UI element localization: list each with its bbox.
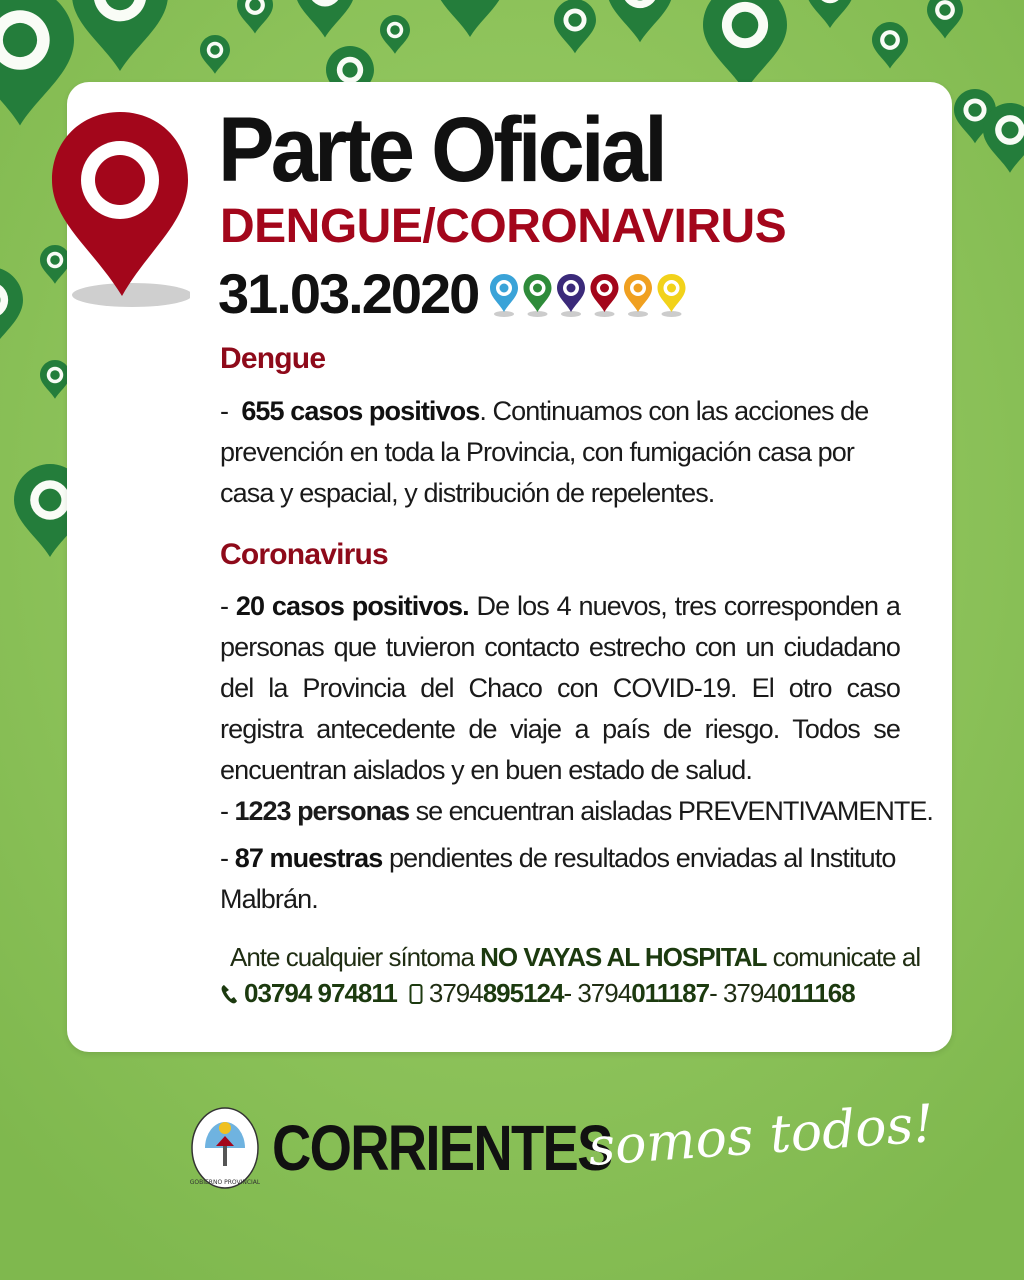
coronavirus-bullet-1: -	[220, 591, 236, 621]
contact-instruction	[230, 942, 920, 973]
mobile-number-3[interactable]: 011168	[776, 978, 855, 1008]
samples-count: 87 muestras	[234, 843, 383, 873]
isolated-count: 1223 personas	[234, 796, 410, 826]
map-pin-icon	[50, 110, 190, 310]
contact-pre: Ante cualquier síntoma	[230, 942, 481, 972]
government-seal-logo	[190, 1106, 260, 1190]
mobile-number-2[interactable]: 011187	[631, 978, 710, 1008]
slogan: somos todos!	[586, 1093, 936, 1179]
coronavirus-text-1: De los 4 nuevos, tres corresponden a personas que tuvieron contacto estrecho con un ciudadano del la Provincia del Chaco con COVID-19. El otro caso registra antecedente de viaje a país de riesgo. Todos se encuentran aislados y en buen estado de salud.	[220, 591, 900, 785]
dengue-text: . Continuamos con las acciones de prevención en toda la Provincia, con fumigación casa por casa y espacial, y distribución de repelentes.	[220, 396, 869, 508]
coronavirus-cases: 20 casos positivos.	[235, 591, 469, 621]
mobile-icon	[409, 983, 423, 1005]
landline-number[interactable]: 03794 974811	[244, 978, 397, 1008]
mobile-3-prefix: - 3794	[709, 978, 777, 1008]
dengue-heading: Dengue	[220, 342, 326, 375]
mini-pin-icon	[557, 274, 585, 317]
seal-text: GOBIERNO PROVINCIAL	[190, 1179, 260, 1186]
coronavirus-paragraph-1	[220, 586, 900, 791]
mobile-number-1[interactable]: 895124	[482, 978, 564, 1008]
page-title: Parte Oficial	[218, 99, 665, 201]
colored-pins-row	[488, 272, 693, 320]
contact-post: comunicate al	[766, 942, 921, 972]
coronavirus-bullet-3: -	[220, 843, 235, 873]
contact-phones	[220, 978, 855, 1009]
mini-pin-icon	[490, 274, 518, 317]
mini-pin-icon	[524, 274, 552, 317]
mobile-1-prefix: 3794	[428, 978, 483, 1008]
phone-icon	[220, 983, 238, 1005]
subtitle: DENGUE/CORONAVIRUS	[220, 200, 787, 253]
coronavirus-heading: Coronavirus	[220, 538, 388, 571]
dengue-bullet: -	[220, 396, 235, 426]
mini-pin-icon	[591, 274, 619, 317]
contact-warning: NO VAYAS AL HOSPITAL	[480, 942, 767, 972]
mobile-2-prefix: - 3794	[563, 978, 632, 1008]
mini-pin-icon	[658, 274, 686, 317]
mini-pin-icon	[624, 274, 652, 317]
dengue-cases: 655 casos positivos	[241, 396, 480, 426]
dengue-paragraph	[220, 391, 900, 514]
coronavirus-text-3: pendientes de resultados enviadas al Instituto Malbrán.	[220, 843, 896, 914]
coronavirus-text-2: se encuentran aisladas PREVENTIVAMENTE.	[409, 796, 933, 826]
coronavirus-paragraph-3	[220, 838, 900, 920]
coronavirus-bullet-2: -	[220, 796, 235, 826]
report-date: 31.03.2020	[218, 262, 479, 325]
brand-name: CORRIENTES	[272, 1112, 612, 1184]
coronavirus-line-2	[220, 795, 933, 827]
